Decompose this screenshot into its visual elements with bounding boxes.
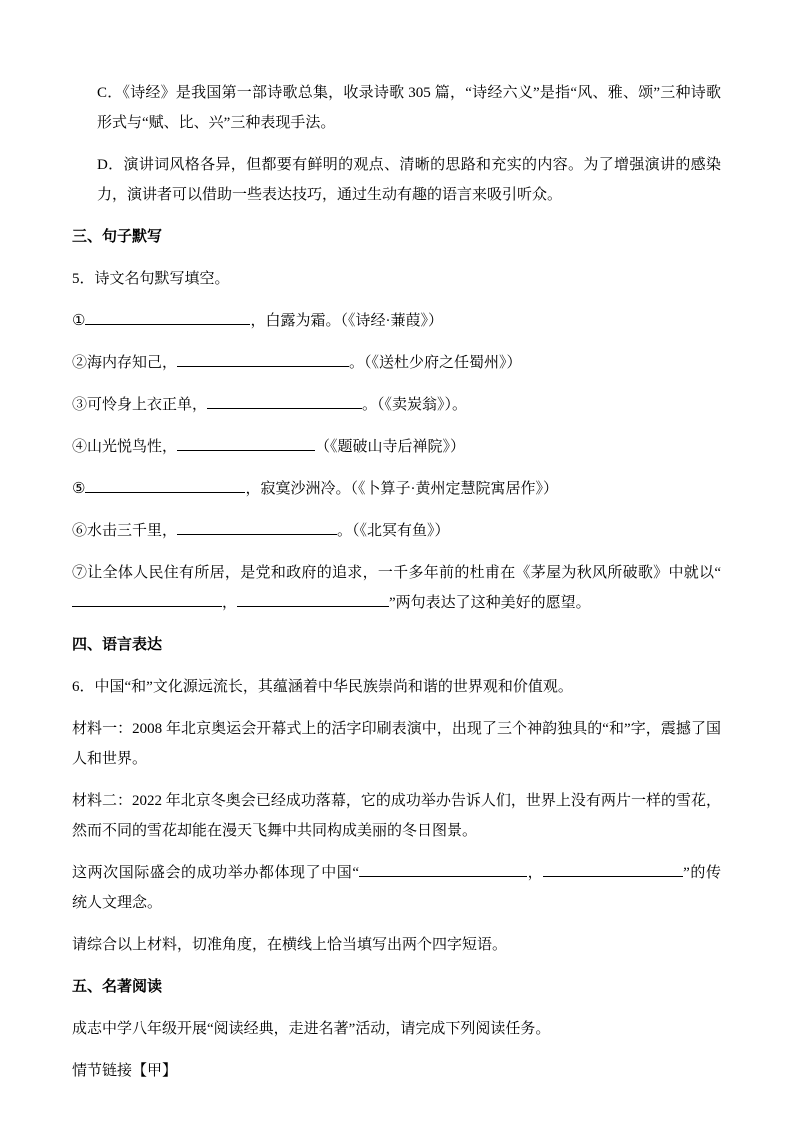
text-run: ，: [527, 865, 544, 881]
text-run: 请综合以上材料，切准角度，在横线上恰当填写出两个四字短语。: [72, 937, 508, 953]
text-run: 四、语言表达: [72, 637, 163, 653]
text-run: D．演讲词风格各异，但都要有鲜明的观点、清晰的思路和充实的内容。为了增强演讲的感染力，演讲者可以借助一些表达技巧，通过生动有趣的语言来吸引听众。: [97, 157, 721, 203]
text-run: ⑦让全体人民住有所居，是党和政府的追求，一千多年前的杜甫在《茅屋为秋风所破歌》中就以“: [72, 565, 721, 581]
answer-blank: [177, 437, 315, 451]
option-d: [97, 150, 721, 210]
text-run: ，寂寞沙洲冷。（《卜算子·黄州定慧院寓居作》）: [245, 481, 558, 497]
answer-blank: [85, 311, 250, 325]
answer-blank: [359, 863, 527, 877]
text-run: ，: [222, 595, 238, 611]
dictation-item-7: [72, 558, 721, 618]
text-run: ”的传统人文理念。: [72, 865, 721, 911]
text-run: 材料一：2008 年北京奥运会开幕式上的活字印刷表演中，出现了三个神韵独具的“和”字，震撼了国人和世界。: [72, 721, 721, 767]
text-run: C．《诗经》是我国第一部诗歌总集，收录诗歌 305 篇，“诗经六义”是指“风、雅、颂”三种诗歌形式与“赋、比、兴”三种表现手法。: [97, 85, 721, 131]
section-4-heading: [72, 630, 721, 660]
answer-blank: [85, 479, 245, 493]
option-c: [97, 78, 721, 138]
answer-blank: [237, 593, 389, 607]
section-3-heading: [72, 222, 721, 252]
dictation-item-5: [72, 474, 721, 504]
text-run: ①: [72, 313, 86, 329]
text-run: （《题破山寺后禅院》）: [315, 439, 466, 455]
text-run: 五、名著阅读: [72, 979, 163, 995]
text-run: 这两次国际盛会的成功举办都体现了中国“: [72, 865, 360, 881]
material-1: [72, 714, 721, 774]
text-run: 成志中学八年级开展“阅读经典，走进名著”活动，请完成下列阅读任务。: [72, 1021, 551, 1037]
text-run: 6．中国“和”文化源远流长，其蕴涵着中华民族崇尚和谐的世界观和价值观。: [72, 679, 573, 695]
section-5-heading: [72, 972, 721, 1002]
dictation-item-1: [72, 306, 721, 336]
text-run: 。（《卖炭翁》）。: [362, 397, 468, 413]
document-content: [72, 78, 721, 1086]
text-run: 情节链接【甲】: [72, 1063, 178, 1079]
text-run: 5．诗文名句默写填空。: [72, 271, 230, 287]
text-run: 材料二：2022 年北京冬奥会已经成功落幕，它的成功举办告诉人们，世界上没有两片一样的雪花，然而不同的雪花却能在漫天飞舞中共同构成美丽的冬日图景。: [72, 793, 721, 839]
text-run: 三、句子默写: [72, 229, 163, 245]
task-instruction: [72, 930, 721, 960]
material-2: [72, 786, 721, 846]
text-run: ③可怜身上衣正单，: [72, 397, 208, 413]
question-5-stem: [72, 264, 721, 294]
answer-blank: [207, 395, 362, 409]
text-run: 。（《送杜少府之任蜀州》）: [349, 355, 522, 371]
answer-blank: [543, 863, 683, 877]
dictation-item-2: [72, 348, 721, 378]
text-run: ”两句表达了这种美好的愿望。: [389, 595, 591, 611]
text-run: 。（《北冥有鱼》）: [337, 523, 450, 539]
text-run: ⑥水击三千里，: [72, 523, 178, 539]
question-6-stem: [72, 672, 721, 702]
text-run: ④山光悦鸟性，: [72, 439, 178, 455]
dictation-item-3: [72, 390, 721, 420]
dictation-item-4: [72, 432, 721, 462]
answer-blank: [177, 353, 349, 367]
plot-link-label: [72, 1056, 721, 1086]
activity-intro: [72, 1014, 721, 1044]
answer-blank: [177, 521, 337, 535]
dictation-item-6: [72, 516, 721, 546]
text-run: ②海内存知己，: [72, 355, 178, 371]
text-run: ⑤: [72, 481, 86, 497]
answer-blank: [72, 593, 222, 607]
text-run: ，白露为霜。（《诗经·蒹葭》）: [250, 313, 443, 329]
summary-fill-line: [72, 858, 721, 918]
